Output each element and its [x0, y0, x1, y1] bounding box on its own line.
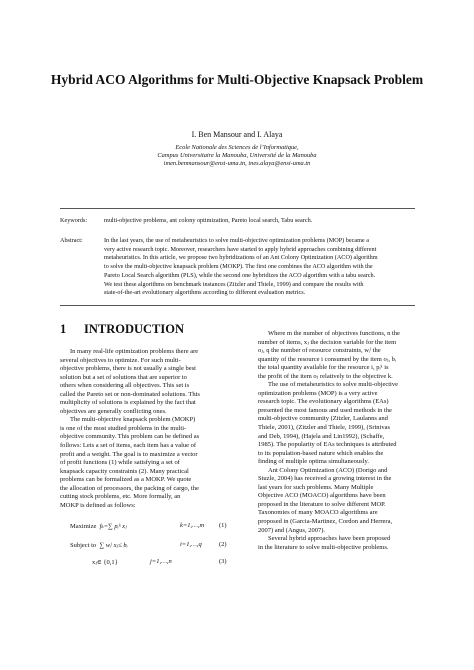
left-line: profit and a weight. The goal is to maximize a vector: [60, 450, 198, 458]
left-line: cutting stock problems, etc. More formally, an: [60, 493, 181, 501]
right-line: proposed in the literature to solve different MOP.: [258, 500, 386, 508]
abstract-line: Pareto Local Search algorithm (PLS), while the second one hybridizes the ACO algorithm with a tabu search.: [104, 271, 376, 279]
right-line: number of items, xⱼ the decision variable for the item: [258, 338, 397, 346]
right-line: the total quantity available for the resource i, pᵢᵏ is: [258, 364, 389, 372]
left-line: The multi-objective knapsack problem (MOKP): [70, 416, 196, 424]
right-line: finding of multiple optima simultaneously.: [258, 458, 369, 466]
equation-1-body: fₖ=∑ pᵢᵏ xⱼ: [99, 523, 127, 530]
equation-2-condition: i=1,…,q: [180, 541, 202, 548]
right-line: Thiele, 2001), (Zitzler and Thiele, 1999), (Srinivas: [258, 424, 391, 432]
left-line: is one of the most studied problems in the multi-: [60, 424, 187, 432]
left-line: objective community. This problem can be defined as: [60, 433, 200, 441]
abstract-line: We test these algorithms on benchmark instances (Zitzler and Thiele, 1999) and compare the results with: [104, 280, 364, 288]
right-line: Objective ACO (MOACO) algorithms have been: [258, 492, 386, 500]
right-line: proposed in (Garcia-Martinez, Cordon and Herrera,: [258, 518, 393, 526]
left-line: In many real-life optimization problems there are: [70, 348, 199, 355]
left-line: multiplicity of solutions is explained by the fact that: [60, 399, 196, 407]
paper-title: Hybrid ACO Algorithms for Multi-Objective Knapsack Problem: [50, 72, 424, 87]
right-line: optimization problems (MOP) is a very active: [258, 389, 378, 397]
abstract-line: In the last years, the use of metaheuristics to solve multi-objective optimization problems (MOP) became a: [104, 237, 369, 244]
left-line: of profit functions (1) while satisfying a set of: [60, 459, 180, 467]
right-line: Where m the number of objectives functions, n the: [268, 330, 400, 337]
right-line: last years for such problems. Many Multiple: [258, 483, 374, 491]
left-line: objective problems, there is not usually a single best: [60, 365, 196, 373]
left-line: others when considering all objectives. This set is: [60, 382, 190, 390]
equation-1-condition: k=1,…,m: [180, 522, 205, 529]
abstract-line: state-of-the-art evolutionary algorithms according to different evaluation metrics.: [104, 289, 306, 297]
authors: I. Ben Mansour and I. Alaya: [191, 130, 283, 139]
left-line: several objectives to optimize. For such multi-: [60, 356, 181, 364]
right-line: multi-objective community (Zitzler, Laulanns and: [258, 415, 388, 423]
right-line: The use of metaheuristics to solve multi-objective: [268, 381, 398, 389]
left-line: knapsack capacity constraints (2). Many practical: [60, 467, 189, 475]
equation-2-body: ∑ wᵢˡ xⱼ≤ bᵢ: [99, 542, 128, 549]
right-line: the profit of the item oⱼ relatively to the objective k.: [258, 372, 393, 380]
right-line: Taxonomies of many MOACO algorithms are: [258, 509, 378, 517]
right-line: 1985). The popularity of EAs techniques is attributed: [258, 441, 397, 449]
left-line: solution but a set of solutions that are superior to: [60, 373, 187, 381]
abstract-label: Abstract:: [60, 237, 83, 244]
abstract-line: to solve the multi-objective knapsack problem (MOKP). The first one combines the ACO algorithm with the: [104, 263, 373, 271]
equation-2-lhs: Subject to: [70, 542, 97, 549]
left-line: the allocation of processors, the packing of cargo, the: [60, 484, 199, 492]
left-line: follows: Lets a set of items, each item has a value of: [60, 442, 197, 450]
right-line: Stuzle, 2004) has received a growing interest in the: [258, 475, 392, 483]
equation-1-number: (1): [219, 522, 227, 529]
author-emails: imen.benmansour@ensi-uma.tn, ines.alaya@ensi-uma.tn: [163, 160, 311, 167]
keywords-label: Keywords:: [60, 217, 88, 224]
right-line: quantity of the resource i consumed by the item oⱼ, bᵢ: [258, 355, 396, 363]
equation-2: [70, 541, 128, 549]
section-heading: [60, 322, 184, 337]
rule-top: [60, 208, 415, 209]
left-line: MOKP is defined as follows:: [60, 501, 136, 509]
abstract-line: metaheuristics. In this article, we propose two hybridizations of an Ant Colony Optimization (ACO) algorithm: [104, 254, 378, 262]
right-line: to its population-based nature which enables the: [258, 449, 384, 457]
right-column: [258, 330, 430, 552]
right-line: presented the most famous and used methods in the: [258, 406, 392, 414]
equation-1-lhs: Maximize: [70, 523, 97, 530]
keywords-text: multi-objective problems, ant colony optimization, Pareto local search, Tabu search.: [104, 217, 313, 224]
section-number: 1: [60, 322, 67, 336]
equation-1: [70, 522, 127, 530]
abstract-text: [104, 237, 416, 298]
equation-3-lhs: xⱼ∈ {0,1}: [92, 559, 118, 566]
right-line: oⱼ, q the number of resource constraints, wᵢˡ the: [258, 347, 381, 355]
right-line: and Deb, 1994), (Hajela and Lin1992), (Schaffe,: [258, 432, 385, 440]
left-line: called the Pareto set or non-dominated solutions. This: [60, 390, 200, 398]
right-line: Several hybrid approaches have been proposed: [268, 535, 391, 543]
right-line: 2007) and (Angus, 2007).: [258, 526, 325, 534]
equation-3-number: (3): [219, 558, 227, 565]
left-column: [60, 348, 232, 510]
right-line: in the literature to solve multi-objective problems.: [258, 543, 389, 551]
affiliation-line-2: Campus Universitaire la Manouba, Université de la Manouba: [157, 152, 317, 159]
abstract-line: very active research topic. Moreover, researchers have started to apply hybrid approaches combining different: [104, 245, 377, 253]
right-line: Ant Colony Optimization (ACO) (Dorigo and: [268, 466, 388, 474]
equation-2-number: (2): [219, 541, 227, 548]
affiliation-line-1: Ecole Nationale des Sciences de l’Informatique,: [175, 144, 299, 151]
equation-3-condition: j=1,…,n: [150, 558, 172, 565]
section-title: INTRODUCTION: [84, 322, 185, 336]
left-line: objectives are generally conflicting ones.: [60, 407, 167, 415]
rule-bottom: [60, 305, 415, 306]
left-line: problems can be formalized as a MOKP. We quote: [60, 476, 192, 484]
right-line: research topic. The evolutionary algorithms (EAs): [258, 398, 389, 406]
